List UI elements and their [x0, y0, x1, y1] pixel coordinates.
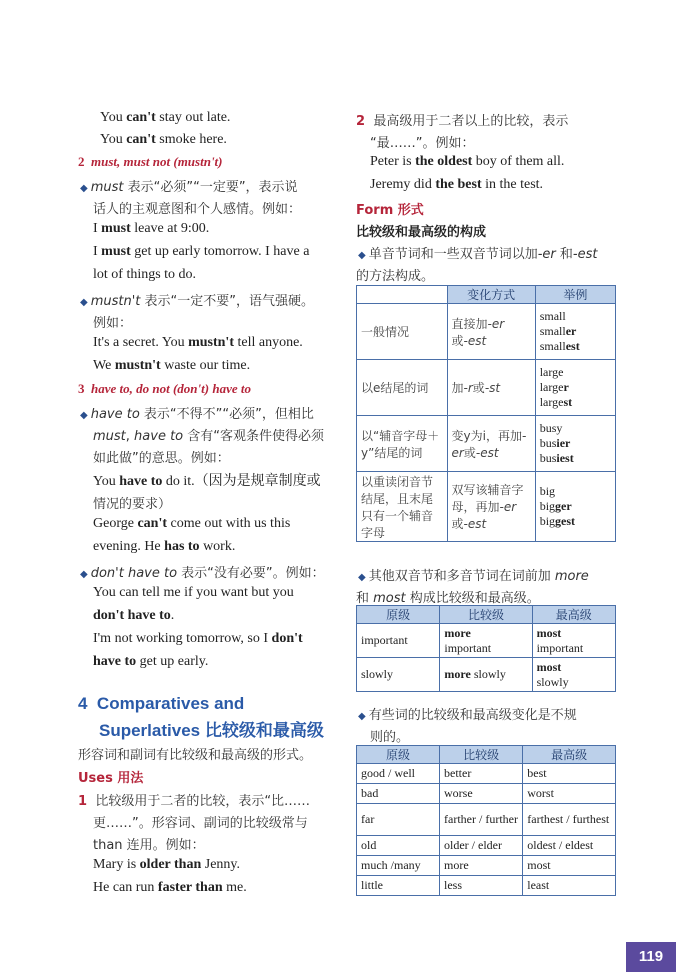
- table-cell: more important: [440, 624, 532, 658]
- bullet-have-to-cont: 如此做”的意思。例如：: [93, 451, 230, 466]
- table-header: 最高级: [532, 606, 615, 624]
- table-row: [357, 472, 616, 542]
- table-cell: old: [357, 836, 440, 856]
- table-header: 比较级: [440, 606, 532, 624]
- bullet-must: ◆ must 表示“必须”“一定要”，表示说: [80, 180, 298, 195]
- table-row: [357, 876, 616, 896]
- table-cell: most slowly: [532, 658, 615, 692]
- page-number: 119: [626, 942, 676, 972]
- table-cell: large larger largest: [535, 360, 615, 416]
- subheading-have-to: 3 have to, do not (don't) have to: [78, 381, 251, 396]
- example-sentence: I'm not working tomorrow, so I don't: [93, 631, 303, 646]
- table-cell: 加-r或-st: [447, 360, 535, 416]
- table-cell: farthest / furthest: [523, 804, 616, 836]
- table-header: 原级: [357, 746, 440, 764]
- bullet-icon: ◆: [358, 250, 366, 261]
- bullet-icon: ◆: [80, 569, 88, 580]
- example-sentence-cont: evening. He has to work.: [93, 539, 236, 554]
- bullet-icon: ◆: [358, 711, 366, 722]
- table-cell: little: [357, 876, 440, 896]
- table-row: [357, 360, 616, 416]
- form-heading: Form 形式: [356, 203, 424, 218]
- bullet-mustnt-cont: 例如：: [93, 316, 133, 331]
- table-cell: least: [523, 876, 616, 896]
- table-cell: much /many: [357, 856, 440, 876]
- table-row: [357, 416, 616, 472]
- bullet-irregular: ◆ 有些词的比较级和最高级变化是不规: [358, 708, 577, 723]
- table-cell: big bigger biggest: [535, 472, 615, 542]
- table-cell: 直接加-er 或-est: [447, 304, 535, 360]
- table-header: 变化方式: [447, 286, 535, 304]
- bullet-mustnt: ◆ mustn't 表示“一定不要”，语气强硬。: [80, 294, 314, 309]
- table-row: [357, 836, 616, 856]
- table-cell: 以重读闭音节结尾，且末尾只有一个辅音字母: [357, 472, 448, 542]
- table-row: [357, 304, 616, 360]
- table-row: [357, 804, 616, 836]
- table-cell: far: [357, 804, 440, 836]
- section-title: 4 Comparatives and: [78, 694, 245, 713]
- table-cell: most important: [532, 624, 615, 658]
- bullet-single-cont: 的方法构成。: [356, 269, 435, 284]
- table-cell: bad: [357, 784, 440, 804]
- bullet-dont-have-to: ◆ don't have to 表示“没有必要”。例如：: [80, 566, 325, 581]
- example-sentence: I must leave at 9:00.: [93, 221, 210, 236]
- example-sentence: We mustn't waste our time.: [93, 358, 251, 373]
- example-sentence-cont: 情况的要求）: [93, 497, 172, 512]
- table-cell: oldest / eldest: [523, 836, 616, 856]
- bullet-irregular-cont: 则的。: [370, 730, 410, 745]
- table-cell: older / elder: [440, 836, 523, 856]
- table-cell: 双写该辅音字母，再加-er或-est: [447, 472, 535, 542]
- table-cell: better: [440, 764, 523, 784]
- table-row: [357, 856, 616, 876]
- table-cell: 以“辅音字母＋y”结尾的词: [357, 416, 448, 472]
- example-sentence: Mary is older than Jenny.: [93, 857, 241, 872]
- bullet-multi-cont: 和 most 构成比较级和最高级。: [356, 591, 540, 606]
- table-header: 比较级: [440, 746, 523, 764]
- table-cell: important: [357, 624, 440, 658]
- table-cell: worse: [440, 784, 523, 804]
- table-header-blank: [357, 286, 448, 304]
- example-sentence: Peter is the oldest boy of them all.: [370, 154, 565, 169]
- table-cell: farther / further: [440, 804, 523, 836]
- example-sentence-cont: have to get up early.: [93, 654, 209, 669]
- bullet-multi-syllable: ◆ 其他双音节和多音节词在词前加 more: [358, 569, 589, 584]
- table-cell: 一般情况: [357, 304, 448, 360]
- table-cell: slowly: [357, 658, 440, 692]
- example-sentence: You can't stay out late.: [100, 110, 231, 125]
- table-cell: most: [523, 856, 616, 876]
- example-sentence: It's a secret. You mustn't tell anyone.: [93, 335, 303, 350]
- table-row: [357, 784, 616, 804]
- point-1-cont: than 连用。例如：: [93, 838, 205, 853]
- construct-heading: 比较级和最高级的构成: [356, 225, 487, 240]
- table-cell: worst: [523, 784, 616, 804]
- table-cell: 以e结尾的词: [357, 360, 448, 416]
- bullet-single-syllable: ◆ 单音节词和一些双音节词以加-er 和-est: [358, 247, 598, 262]
- table-cell: small smaller smallest: [535, 304, 615, 360]
- point-2: 2 最高级用于二者以上的比较，表示: [356, 114, 569, 129]
- bullet-icon: ◆: [80, 297, 88, 308]
- table-cell: busy busier busiest: [535, 416, 615, 472]
- table-row: [357, 658, 616, 692]
- example-sentence: You can't smoke here.: [100, 132, 227, 147]
- table-header: 最高级: [523, 746, 616, 764]
- example-sentence-cont: lot of things to do.: [93, 267, 197, 282]
- bullet-icon: ◆: [80, 183, 88, 194]
- example-sentence-cont: don't have to.: [93, 608, 175, 623]
- bullet-icon: ◆: [358, 572, 366, 583]
- example-sentence: George can't come out with us this: [93, 516, 291, 531]
- point-1-cont: 更……”。形容词、副词的比较级常与: [93, 816, 308, 831]
- point-1: 1 比较级用于二者的比较，表示“比……: [78, 794, 311, 809]
- example-sentence: You can tell me if you want but you: [93, 585, 294, 600]
- example-sentence: Jeremy did the best in the test.: [370, 177, 544, 192]
- example-sentence: He can run faster than me.: [93, 880, 247, 895]
- table-cell: best: [523, 764, 616, 784]
- more-most-table: [356, 605, 616, 692]
- table-cell: good / well: [357, 764, 440, 784]
- bullet-must-cont: 话人的主观意图和个人感情。例如：: [93, 202, 302, 217]
- table-cell: more slowly: [440, 658, 532, 692]
- table-header: 原级: [357, 606, 440, 624]
- table-cell: more: [440, 856, 523, 876]
- table-cell: 变y为i，再加-er或-est: [447, 416, 535, 472]
- subheading-must: 2 must, must not (mustn't): [78, 154, 223, 169]
- uses-heading: Uses 用法: [78, 771, 144, 786]
- formation-table: [356, 285, 616, 542]
- irregular-table: [356, 745, 616, 896]
- example-sentence: I must get up early tomorrow. I have a: [93, 244, 310, 259]
- bullet-have-to: ◆ have to 表示“不得不”“必须”，但相比: [80, 407, 314, 422]
- table-row: [357, 764, 616, 784]
- bullet-icon: ◆: [80, 410, 88, 421]
- bullet-have-to-cont: must, have to 含有“客观条件使得必须: [93, 429, 325, 444]
- table-cell: less: [440, 876, 523, 896]
- table-header: 举例: [535, 286, 615, 304]
- point-2-cont: “最……”。例如：: [370, 136, 475, 151]
- example-sentence: You have to do it.（因为是规章制度或: [93, 474, 321, 489]
- section-title-cont: Superlatives 比较级和最高级: [99, 721, 324, 740]
- table-row: [357, 624, 616, 658]
- section-intro: 形容词和副词有比较级和最高级的形式。: [78, 748, 313, 763]
